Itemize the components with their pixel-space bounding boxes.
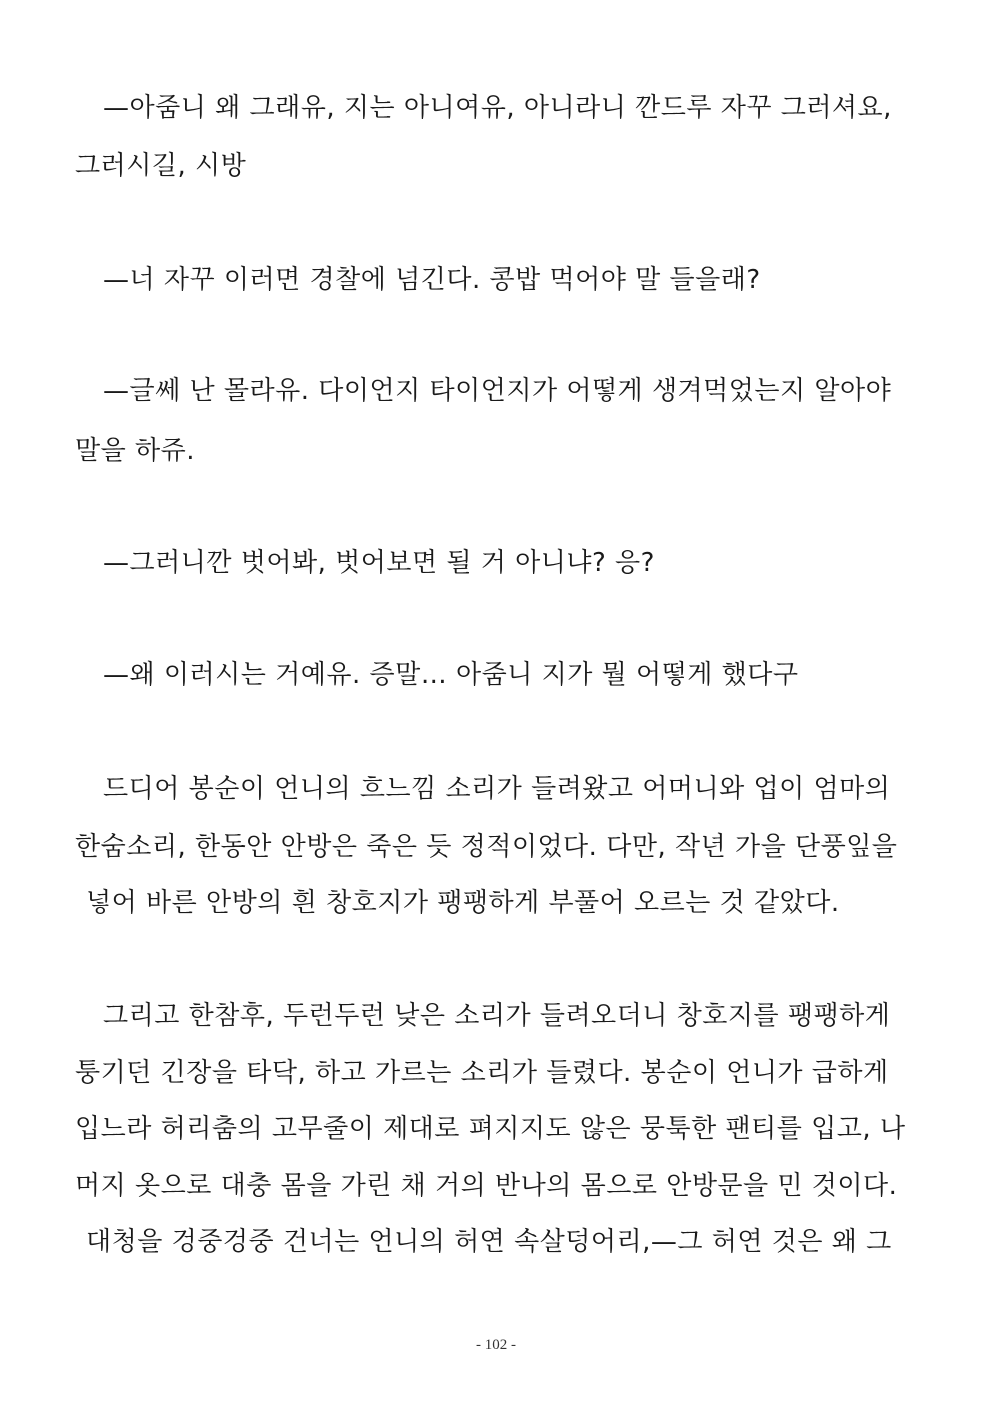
page-number: - 102 - [476,1337,516,1353]
text-line: —너 자꾸 이러면 경찰에 넘긴다. 콩밥 먹어야 말 들을래? [103,265,761,295]
text-line: 머지 옷으로 대충 몸을 가린 채 거의 반나의 몸으로 안방문을 민 것이다. [75,1171,898,1201]
text-line: —글쎄 난 몰라유. 다이언지 타이언지가 어떻게 생겨먹었는지 알아야 [103,376,892,406]
text-line: 넣어 바른 안방의 흰 창호지가 팽팽하게 부풀어 오르는 것 같았다. [86,888,840,918]
text-line: 드디어 봉순이 언니의 흐느낌 소리가 들려왔고 어머니와 업이 엄마의 [103,774,891,804]
text-line: 그리고 한참후, 두런두런 낮은 소리가 들려오더니 창호지를 팽팽하게 [103,1001,891,1031]
text-line: 입느라 허리춤의 고무줄이 제대로 펴지지도 않은 뭉툭한 팬티를 입고, 나 [75,1114,906,1144]
text-line: 대청을 겅중겅중 건너는 언니의 허연 속살덩어리,—그 허연 것은 왜 그 [86,1227,892,1257]
text-line: 한숨소리, 한동안 안방은 죽은 듯 정적이었다. 다만, 작년 가을 단풍잎을 [75,832,898,862]
text-line: —아줌니 왜 그래유, 지는 아니여유, 아니라니 깐드루 자꾸 그러셔요, [103,93,892,123]
text-line: 말을 하쥬. [75,436,195,466]
text-line: —왜 이러시는 거예유. 증말… 아줌니 지가 뭘 어떻게 했다구 [103,660,799,690]
text-line: 퉁기던 긴장을 타닥, 하고 가르는 소리가 들렸다. 봉순이 언니가 급하게 [75,1058,889,1088]
text-line: —그러니깐 벗어봐, 벗어보면 될 거 아니냐? 응? [103,548,655,578]
text-line: 그러시길, 시방 [75,151,247,181]
